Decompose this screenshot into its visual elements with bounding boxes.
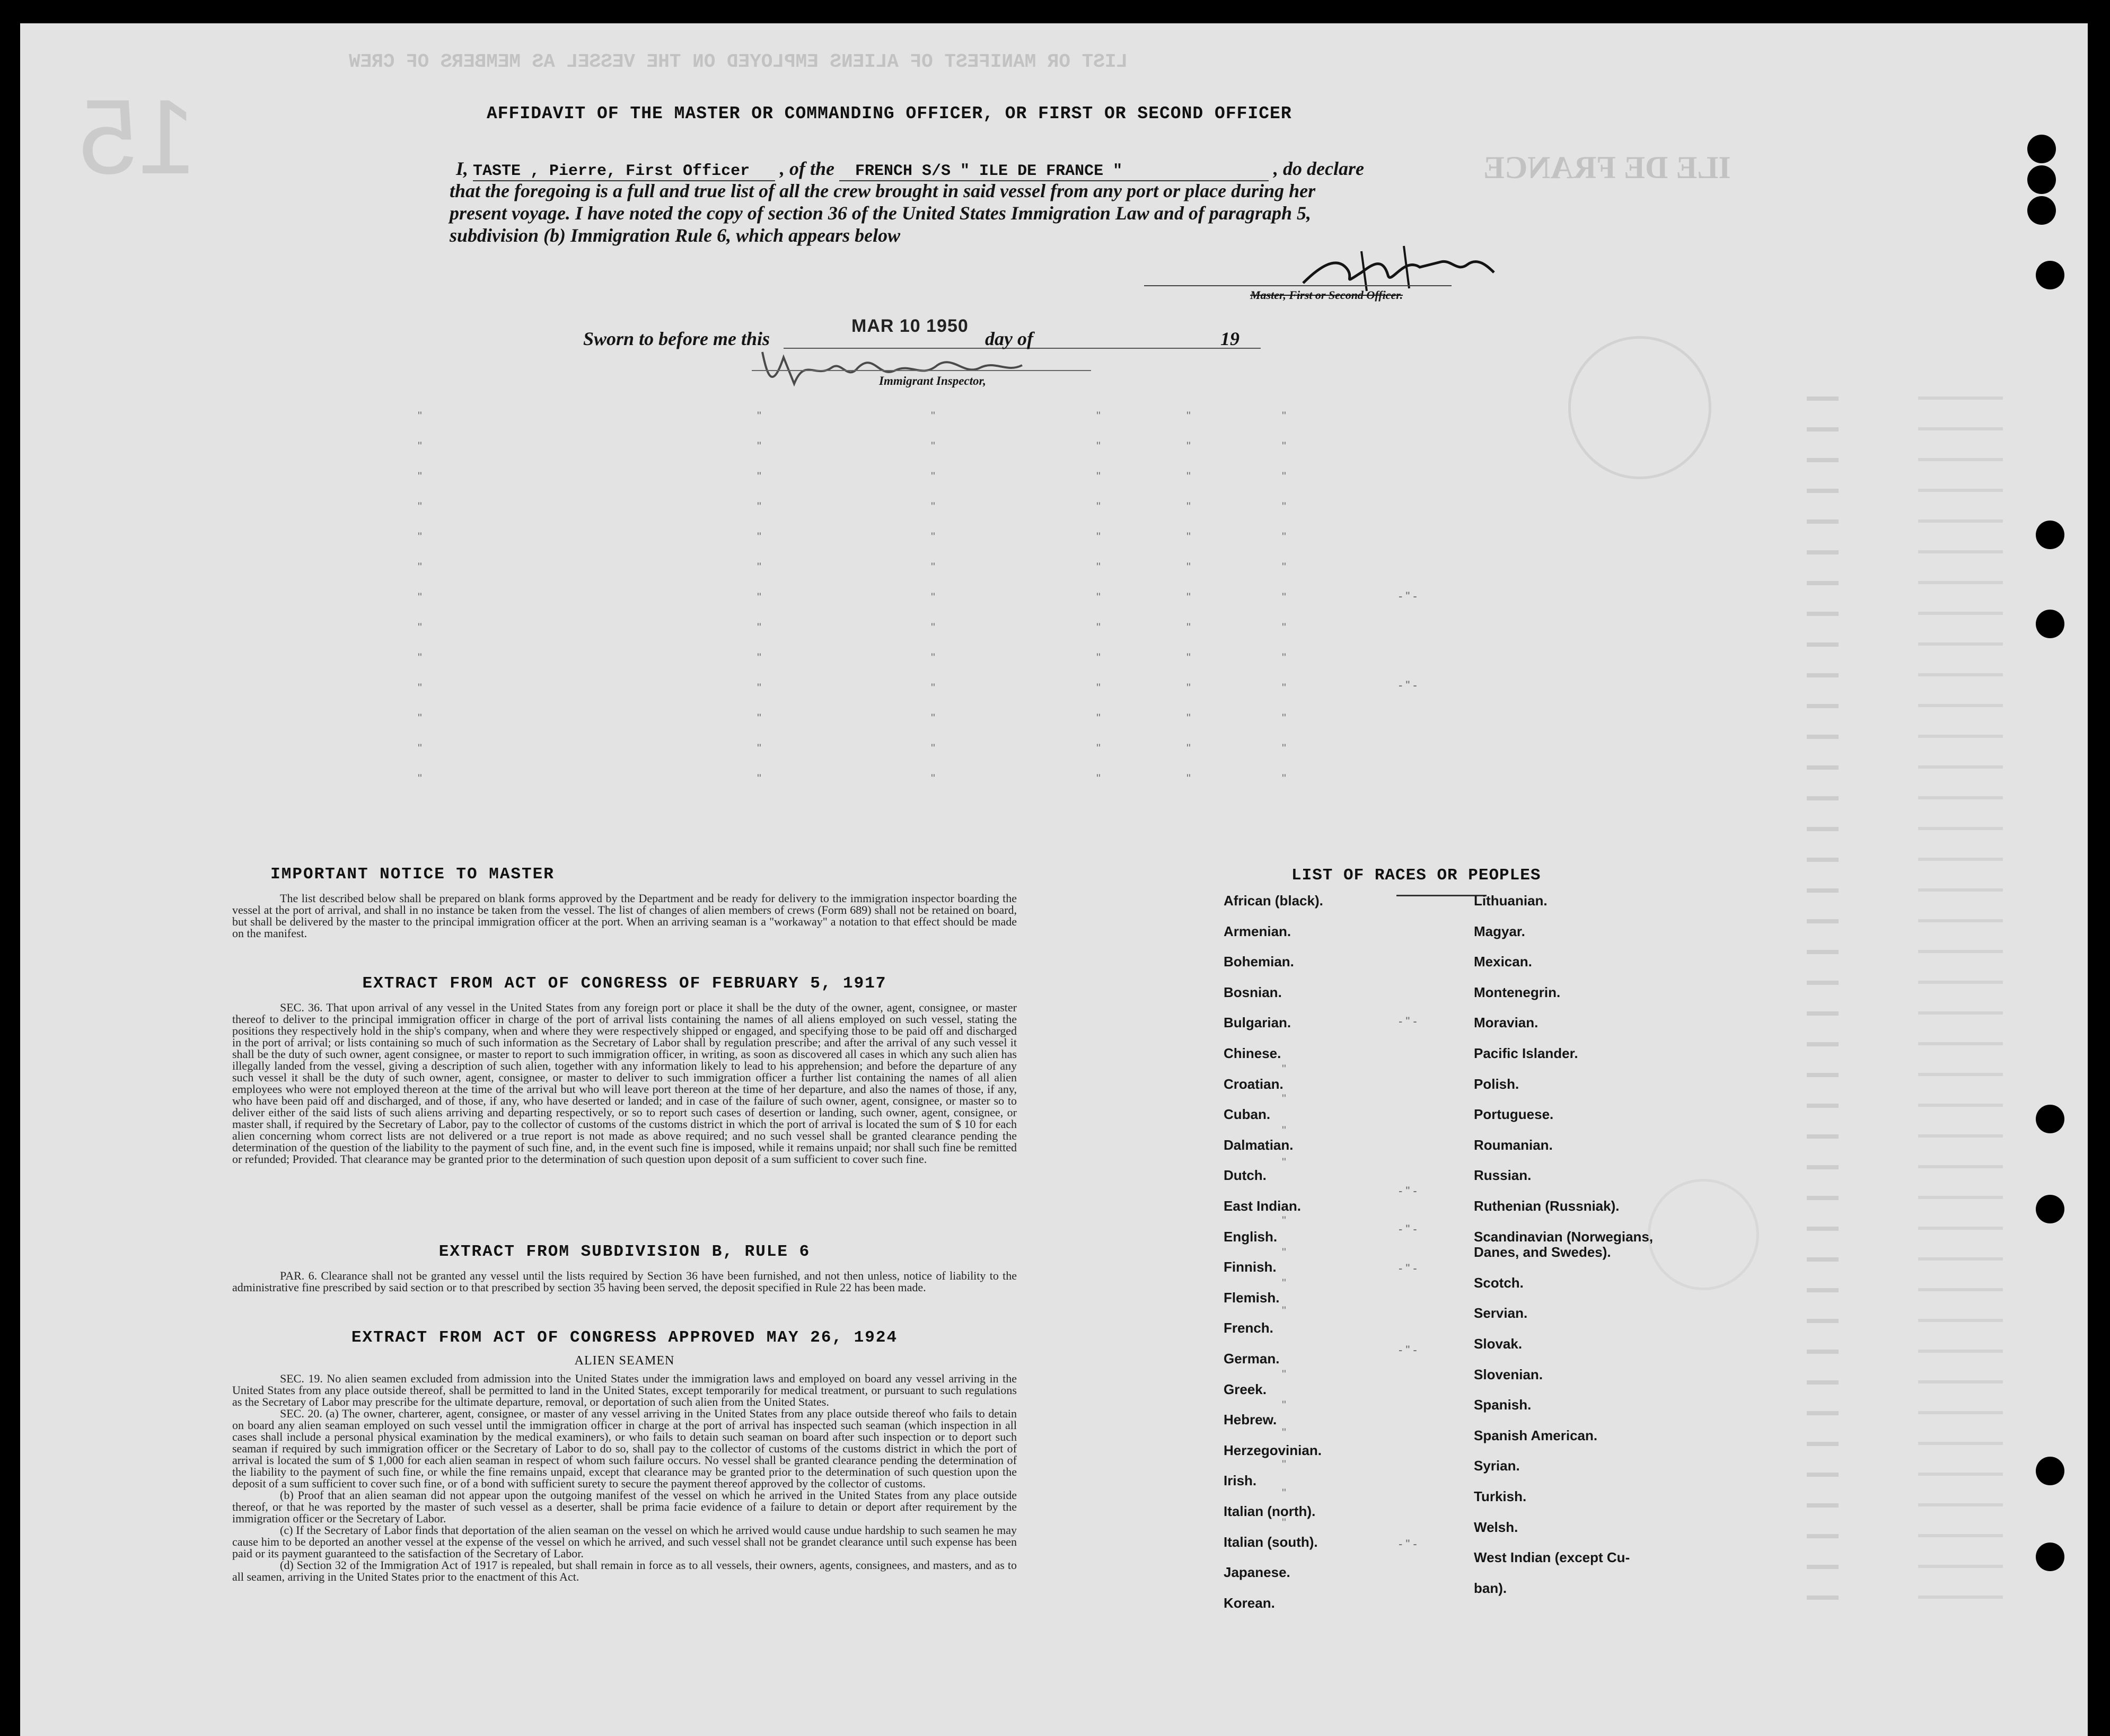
- affidavit-of-the: , of the: [780, 158, 835, 179]
- ditto-mark: ": [757, 439, 761, 453]
- ditto-mark: ": [1282, 1426, 1286, 1439]
- sec-20c-paragraph: (c) If the Secretary of Labor finds that deportation of the alien seaman on the vessel on which he arrived would cause undue hardship to such seamen he may cause him to be deported an another vessel at the expense of the vessel on which he arrived, and such vessel shall not be grandet clearance until such expense has been paid or its payment guaranteed to the satisfaction of the Secretary of Labor.: [232, 1523, 1017, 1560]
- ditto-mark: ": [418, 409, 422, 422]
- ditto-mark: ": [1282, 1214, 1286, 1227]
- ditto-mark: ": [418, 500, 422, 513]
- ditto-mark: ": [1186, 500, 1191, 513]
- binder-hole: [2027, 165, 2056, 194]
- race-item: Korean.: [1224, 1594, 1275, 1611]
- ditto-mark: ": [757, 500, 761, 513]
- ditto-mark: ": [931, 711, 935, 725]
- ditto-mark: ": [1282, 560, 1286, 574]
- ditto-mark: ": [1186, 681, 1191, 694]
- ditto-mark: ": [931, 681, 935, 694]
- ditto-mark: ": [1096, 530, 1101, 543]
- ditto-mark: ": [757, 409, 761, 422]
- ditto-mark: ": [1096, 560, 1101, 574]
- binder-hole: [2036, 1105, 2064, 1133]
- race-item: Bohemian.: [1224, 954, 1294, 970]
- race-item: Scandinavian (Norwegians,: [1474, 1228, 1654, 1245]
- binder-hole: [2036, 261, 2064, 289]
- ditto-mark: ": [1096, 470, 1101, 483]
- bleed-header: LIST OR MANIFEST OF ALIENS EMPLOYED ON THE VESSEL AS MEMBERS OF CREW: [349, 51, 1128, 73]
- signature-rule: [1144, 285, 1452, 286]
- binder-hole: [2027, 196, 2056, 225]
- ditto-mark: ": [1282, 500, 1286, 513]
- race-item: Scotch.: [1474, 1274, 1524, 1291]
- ditto-mark: ": [418, 560, 422, 574]
- ditto-mark: ": [931, 560, 935, 574]
- race-item: East Indian.: [1224, 1198, 1301, 1214]
- ditto-mark: ": [418, 470, 422, 483]
- race-item: Welsh.: [1474, 1519, 1518, 1535]
- race-item: Slovak.: [1474, 1336, 1523, 1352]
- alien-seamen-subtitle: ALIEN SEAMEN: [574, 1354, 675, 1368]
- ditto-mark: ": [1282, 651, 1286, 664]
- race-item: Japanese.: [1224, 1564, 1290, 1581]
- ditto-mark: ": [418, 772, 422, 785]
- ditto-mark: ": [1282, 470, 1286, 483]
- race-item: Italian (north).: [1224, 1503, 1316, 1519]
- race-item: Syrian.: [1474, 1458, 1520, 1474]
- ditto-mark: ": [757, 621, 761, 634]
- race-item: Dutch.: [1224, 1167, 1267, 1184]
- ditto-mark: ": [757, 651, 761, 664]
- ditto-mark: ": [1096, 681, 1101, 694]
- binder-hole: [2027, 135, 2056, 163]
- affidavit-line-3: present voyage. I have noted the copy of section 36 of the United States Immigration Law and of paragraph 5,: [450, 202, 1311, 224]
- ditto-mark: ": [1186, 591, 1191, 604]
- ditto-mark: ": [1186, 772, 1191, 785]
- ditto-mark: ": [1282, 409, 1286, 422]
- race-item: Danes, and Swedes).: [1474, 1244, 1611, 1261]
- ditto-mark: ": [931, 530, 935, 543]
- race-item: Bulgarian.: [1224, 1015, 1291, 1031]
- ditto-mark: ": [1282, 1368, 1286, 1381]
- ditto-mark: ": [1186, 621, 1191, 634]
- affidavit-i: I,: [456, 158, 469, 179]
- dash-mark: - " -: [1399, 1537, 1417, 1550]
- extract-1917-text: [232, 1002, 1017, 1165]
- race-item: German.: [1224, 1351, 1280, 1367]
- notice-paragraph: The list described below shall be prepared on blank forms approved by the Department and be ready for delivery to the immigration inspector boarding the vessel at the port of arrival, and shall in no instance be taken from the vessel. The list of changes of alien members of crews (Form 689) shall not be retained on board, but shall be delivered by the master to the principal immigration officer at the port. When an arriving seaman is a "workaway" a notation to that effect should be made on the manifest.: [232, 892, 1017, 940]
- ditto-mark: ": [1282, 591, 1286, 604]
- ditto-mark: ": [1282, 711, 1286, 725]
- race-item: French.: [1224, 1320, 1273, 1336]
- sec-36-paragraph: SEC. 36. That upon arrival of any vessel in the United States from any foreign port or place it shall be the duty of the owner, agent, consignee, or master thereof to deliver to the principal immigration officer in charge of the port of arrival lists containing the names of all aliens employed on such vessel, stating the positions they respectively hold in the ship's company, when and where they were respectively shipped or engaged, and specifying those to be paid off and discharged in the port of arrival; or lists containing so much of such information as the Secretary of Labor shall by regulation prescribe; and after the arrival of any such vessel it shall be the duty of such owner, agent consignee, or master to report to such immigration officer, in writing, as soon as discovered all cases in which any such alien has illegally landed from the vessel, giving a description of such alien, together with any information likely to lead to his apprehension; and before the departure of any such vessel it shall be the duty of such owner, agent, consignee, or master to deliver to such immigration officer a further list containing the names of all alien employees who were not employed thereon at the time of the arrival but who will leave port thereon at the time of her departure, and also the names of those, if any, who have been paid off and discharged, and of those, if any, who have deserted or landed; and in case of the failure of such owner, agent, consignee, or master so to deliver either of the said lists of such aliens arriving and departing respectively, or so to report such cases of desertion or landing, such owner, agent, consignee, or master shall, if required by the Secretary of Labor, pay to the collector of customs of the customs district in which the port of arrival is located the sum of $ 10 for each alien concerning whom correct lists are not delivered or a true report is not made as above required; and no such vessel shall be granted clearance pending the determination of the question of the liability to the payment of such fine, and, in the event such fine is imposed, while it remains unpaid; nor shall such fine be remitted or refunded; Provided. That clearance may be granted prior to the determination of such question upon deposit of a sum sufficient to cover such fine.: [232, 1001, 1017, 1166]
- bleed-row-column: [1807, 373, 1839, 1608]
- vessel-name: FRENCH S/S " ILE DE FRANCE ": [839, 162, 1269, 181]
- race-item: Servian.: [1474, 1305, 1528, 1321]
- ditto-mark: ": [931, 591, 935, 604]
- inspector-caption: Immigrant Inspector,: [879, 374, 986, 387]
- ditto-mark: ": [931, 439, 935, 453]
- ditto-mark: ": [418, 681, 422, 694]
- ditto-mark: ": [1282, 1398, 1286, 1412]
- ditto-mark: ": [931, 409, 935, 422]
- ditto-mark: ": [1282, 1124, 1286, 1137]
- ditto-mark: ": [757, 530, 761, 543]
- ditto-mark: ": [418, 711, 422, 725]
- ditto-mark: ": [1186, 409, 1191, 422]
- race-item: Ruthenian (Russniak).: [1474, 1198, 1620, 1214]
- ditto-mark: ": [1282, 621, 1286, 634]
- dash-mark: - " -: [1399, 1343, 1417, 1356]
- race-item: Hebrew.: [1224, 1412, 1277, 1428]
- ditto-mark: ": [1186, 742, 1191, 755]
- ditto-mark: ": [931, 500, 935, 513]
- sec-20d-paragraph: (d) Section 32 of the Immigration Act of 1917 is repealed, but shall remain in force as to all vessels, their owners, agents, consignees, and masters, and as to all seamen, arriving in the United States prior to the enactment of this Act.: [232, 1558, 1017, 1583]
- subdivision-b-title: EXTRACT FROM SUBDIVISION B, RULE 6: [438, 1242, 811, 1261]
- race-item: Croatian.: [1224, 1076, 1283, 1092]
- ditto-mark: ": [418, 742, 422, 755]
- ditto-mark: ": [1282, 1276, 1286, 1290]
- ditto-mark: ": [931, 621, 935, 634]
- race-item: Mexican.: [1474, 954, 1532, 970]
- race-item: Herzegovinian.: [1224, 1442, 1322, 1458]
- ditto-mark: ": [418, 439, 422, 453]
- ditto-mark: ": [1282, 1092, 1286, 1105]
- bleed-page-number: 15: [78, 78, 197, 196]
- affidavit-title: AFFIDAVIT OF THE MASTER OR COMMANDING OFFICER, OR FIRST OR SECOND OFFICER: [487, 104, 1292, 124]
- ditto-mark: ": [757, 772, 761, 785]
- races-title: LIST OF RACES OR PEOPLES: [1291, 866, 1541, 885]
- ditto-mark: ": [1282, 1486, 1286, 1500]
- par-6-paragraph: PAR. 6. Clearance shall not be granted any vessel until the lists required by Section 36 have been furnished, and not then unless, notice of liability to the administrative fine prescribed by said section or to that prescribed by section 35 having been served, the deposit specified in Rule 22 has been made.: [232, 1269, 1017, 1294]
- race-item: Irish.: [1224, 1473, 1257, 1489]
- ditto-mark: ": [1282, 1516, 1286, 1529]
- race-item: Magyar.: [1474, 923, 1525, 939]
- ditto-mark: ": [1282, 1304, 1286, 1317]
- ditto-mark: ": [931, 470, 935, 483]
- sworn-day-of: day of: [985, 328, 1033, 349]
- ditto-mark: ": [1282, 439, 1286, 453]
- ditto-mark: ": [757, 560, 761, 574]
- race-item: ban).: [1474, 1580, 1507, 1596]
- binder-hole: [2036, 1457, 2064, 1485]
- race-item: Moravian.: [1474, 1015, 1538, 1031]
- race-item: Spanish American.: [1474, 1427, 1598, 1443]
- ditto-mark: ": [931, 772, 935, 785]
- ditto-mark: ": [1282, 681, 1286, 694]
- ditto-mark: ": [1282, 1458, 1286, 1471]
- ditto-mark: ": [1186, 711, 1191, 725]
- ditto-mark: ": [757, 681, 761, 694]
- extract-1924-text: [232, 1373, 1017, 1583]
- race-item: Lithuanian.: [1474, 893, 1548, 909]
- ditto-mark: ": [1096, 591, 1101, 604]
- ditto-mark: ": [757, 742, 761, 755]
- ditto-mark: ": [1096, 621, 1101, 634]
- signature-caption: Master, First or Second Officer.: [1250, 288, 1403, 302]
- ditto-mark: ": [757, 470, 761, 483]
- dash-mark: - " -: [1399, 1015, 1417, 1028]
- race-item: Portuguese.: [1474, 1106, 1554, 1123]
- ditto-mark: ": [418, 621, 422, 634]
- race-item: Roumanian.: [1474, 1136, 1553, 1153]
- ditto-mark: ": [1186, 439, 1191, 453]
- binder-hole: [2036, 1195, 2064, 1223]
- ditto-mark: ": [1282, 742, 1286, 755]
- officer-name: TASTE , Pierre, First Officer: [473, 162, 775, 181]
- ditto-mark: ": [1282, 1156, 1286, 1169]
- affidavit-do-declare: , do declare: [1273, 158, 1364, 179]
- race-item: Armenian.: [1224, 923, 1291, 939]
- ditto-mark: ": [757, 591, 761, 604]
- race-item: English.: [1224, 1228, 1278, 1245]
- affidavit-line-1: [456, 157, 1364, 181]
- dash-mark: - " -: [1399, 1262, 1417, 1275]
- dash-mark: - " -: [1399, 589, 1417, 603]
- ditto-mark: ": [1186, 560, 1191, 574]
- affidavit-line-2: that the foregoing is a full and true list of all the crew brought in said vessel from any port or place during her: [450, 180, 1316, 201]
- extract-1924-title: EXTRACT FROM ACT OF CONGRESS APPROVED MAY 26, 1924: [351, 1328, 898, 1347]
- ditto-mark: ": [1096, 772, 1101, 785]
- subdivision-b-text: [232, 1270, 1017, 1293]
- dash-mark: - " -: [1399, 1222, 1417, 1236]
- ditto-mark: ": [1096, 439, 1101, 453]
- ditto-mark: ": [1096, 409, 1101, 422]
- race-item: Spanish.: [1474, 1397, 1532, 1413]
- ditto-mark: ": [1096, 651, 1101, 664]
- race-item: Italian (south).: [1224, 1534, 1318, 1550]
- inspector-rule: [752, 370, 1091, 371]
- extract-1917-title: EXTRACT FROM ACT OF CONGRESS OF FEBRUARY 5, 1917: [362, 974, 887, 993]
- ditto-mark: ": [931, 651, 935, 664]
- ditto-mark: ": [418, 591, 422, 604]
- notice-text: [232, 893, 1017, 939]
- race-item: Flemish.: [1224, 1289, 1280, 1306]
- notice-title: IMPORTANT NOTICE TO MASTER: [270, 865, 555, 884]
- ditto-mark: ": [1282, 530, 1286, 543]
- ditto-mark: ": [1282, 772, 1286, 785]
- dash-mark: - " -: [1399, 678, 1417, 692]
- sworn-text: Sworn to before me this: [583, 328, 770, 349]
- bleed-stamp-circle-2: [1648, 1179, 1759, 1290]
- race-item: Greek.: [1224, 1381, 1267, 1397]
- affidavit-line-4: subdivision (b) Immigration Rule 6, which appears below: [450, 225, 901, 246]
- race-item: Russian.: [1474, 1167, 1532, 1184]
- race-item: Montenegrin.: [1474, 984, 1561, 1000]
- race-item: Bosnian.: [1224, 984, 1282, 1000]
- ditto-mark: ": [1186, 530, 1191, 543]
- sec-20b-paragraph: (b) Proof that an alien seaman did not appear upon the outgoing manifest of the vessel on which he arrived in the United States from any place outside thereof, or that he was reported by the master of such vessel as a deserter, shall be prima facie evidence of a failure to detain or deport after requirement by the immigration officer or the Secretary of Labor.: [232, 1488, 1017, 1525]
- ditto-mark: ": [757, 711, 761, 725]
- race-item: African (black).: [1224, 893, 1323, 909]
- bleed-row-column-2: [1918, 373, 2003, 1608]
- race-item: Dalmatian.: [1224, 1136, 1294, 1153]
- race-item: Finnish.: [1224, 1259, 1277, 1275]
- document-page: [20, 23, 2088, 1736]
- ditto-mark: ": [1282, 1062, 1286, 1076]
- binder-hole: [2036, 521, 2064, 549]
- binder-hole: [2036, 610, 2064, 638]
- race-item: Cuban.: [1224, 1106, 1271, 1123]
- ditto-mark: ": [1282, 1246, 1286, 1259]
- binder-hole: [2036, 1543, 2064, 1571]
- race-item: Chinese.: [1224, 1045, 1281, 1061]
- races-title-rule: [1396, 895, 1487, 896]
- bleed-stamp-circle: [1568, 336, 1711, 479]
- ditto-mark: ": [1186, 470, 1191, 483]
- race-item: Slovenian.: [1474, 1366, 1543, 1382]
- sec-19-paragraph: SEC. 19. No alien seamen excluded from admission into the United States under the immigration laws and employed on board any vessel arriving in the United States from any place outside thereof, shall be permitted to land in the United States, except temporarily for medical treatment, or pursuant to such regulations as the Secretary of Labor may prescribe for the ultimate departure, removal, or deportation of such alien from the United States.: [232, 1372, 1017, 1408]
- sec-20a-paragraph: SEC. 20. (a) The owner, charterer, agent, consignee, or master of any vessel arriving in the United States from any place outside thereof who fails to detain on board any alien seaman employed on such vessel until the immigration officer in charge at the port of arrival has inspected such seaman (which inspection in all cases shall include a personal physical examination by the medical examiners), or who fails to detain such seaman on board after such inspection or to deport such seaman if required by such immigration officer or the Secretary of Labor to do so, shall pay to the collector of customs of the customs district in which the port of arrival is located the sum of $ 1,000 for each alien seaman in respect of whom such failure occurs. No vessel shall be granted clearance pending the determination of the liability to the payment of such fine, or while the fine remains unpaid, except that clearance may be granted prior to the determination of such question upon the deposit of a sum sufficient to cover such fine, or of a bond with sufficient surety to secure the payment thereof approved by the collector of customs.: [232, 1407, 1017, 1490]
- ditto-mark: ": [1096, 711, 1101, 725]
- bleed-vessel-name: ILE DE FRANCE: [1483, 150, 1731, 185]
- dash-mark: - " -: [1399, 1184, 1417, 1197]
- ditto-mark: ": [1186, 651, 1191, 664]
- ditto-mark: ": [418, 651, 422, 664]
- ditto-mark: ": [1096, 500, 1101, 513]
- race-item: Pacific Islander.: [1474, 1045, 1578, 1061]
- ditto-mark: ": [418, 530, 422, 543]
- ditto-mark: ": [931, 742, 935, 755]
- race-item: West Indian (except Cu-: [1474, 1549, 1630, 1566]
- sworn-year: 19: [1220, 328, 1239, 349]
- race-item: Polish.: [1474, 1076, 1519, 1092]
- date-stamp: MAR 10 1950: [851, 316, 969, 336]
- ditto-mark: ": [1096, 742, 1101, 755]
- race-item: Turkish.: [1474, 1488, 1527, 1504]
